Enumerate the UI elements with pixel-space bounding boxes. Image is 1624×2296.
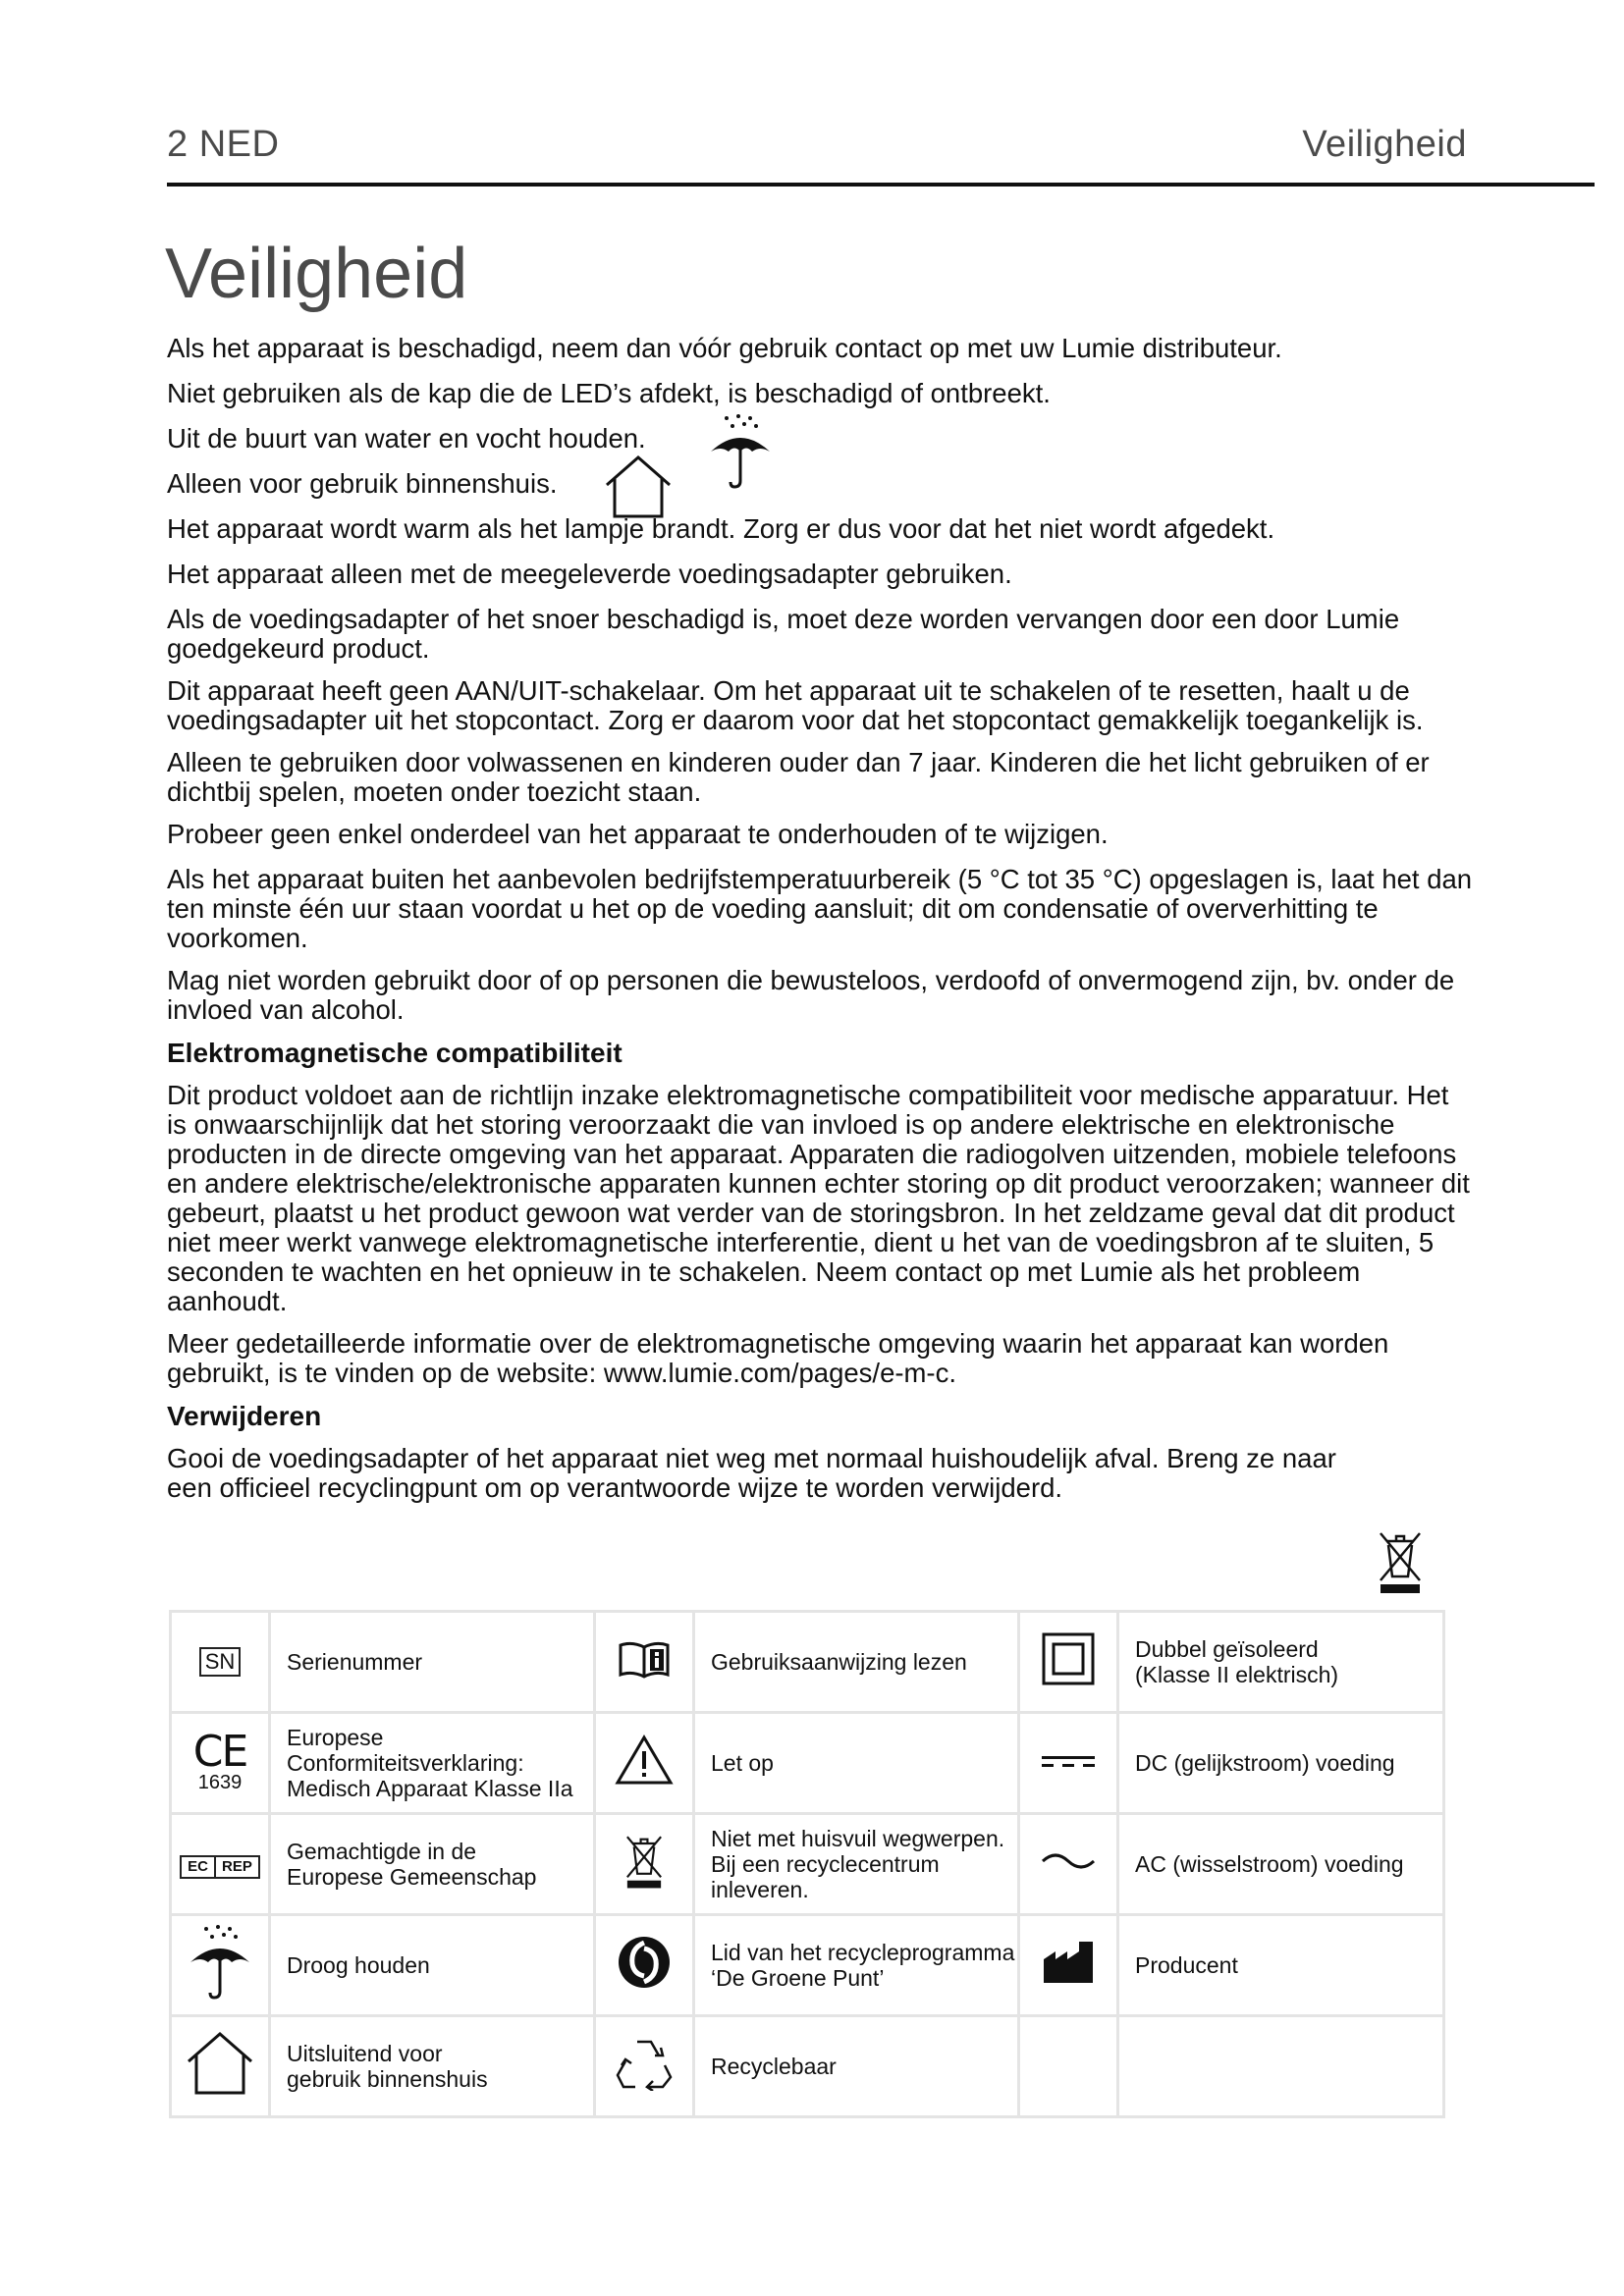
safety-paragraph: Alleen te gebruiken door volwassenen en kinderen ouder dan 7 jaar. Kinderen die het licht gebruiken of er dichtbij spelen, moeten onder toezicht staan. — [167, 747, 1430, 807]
dc-power-icon — [1039, 1751, 1098, 1771]
safety-paragraph: Het apparaat wordt warm als het lampje brandt. Zorg er dus voor dat het niet wordt afgedekt. — [167, 513, 1275, 544]
table-row — [171, 1814, 1444, 1915]
running-header: Veiligheid — [1302, 124, 1467, 165]
keep-dry-icon — [185, 1923, 255, 2002]
description-line: Dubbel geïsoleerd — [1135, 1636, 1319, 1662]
safety-paragraph: Als het apparaat buiten het aanbevolen bedrijfstemperatuurbereik (5 °C tot 35 °C) opgeslagen is, laat het dan ten minste één uur staan voordat u het op de voeding aansluit; dit om condensatie of oververhitting te voorkomen. — [167, 864, 1473, 953]
description-line: Europese Gemeenschap — [287, 1864, 537, 1890]
rep-label: REP — [214, 1857, 258, 1877]
green-dot-icon — [617, 1935, 672, 1990]
symbol-cell — [171, 1713, 270, 1814]
safety-paragraph: Probeer geen enkel onderdeel van het apparaat te onderhouden of te wijzigen. — [167, 819, 1109, 849]
description-line: ‘De Groene Punt’ — [711, 1965, 885, 1991]
description-line: Europese — [287, 1725, 384, 1750]
safety-paragraph: Alleen voor gebruik binnenshuis. — [167, 468, 558, 499]
symbol-cell — [171, 1814, 270, 1915]
description-line: Conformiteitsverklaring: — [287, 1750, 524, 1776]
weee-bin-icon — [621, 1830, 668, 1893]
safety-paragraph: Dit apparaat heeft geen AAN/UIT-schakelaar. Om het apparaat uit te schakelen of te resetten, haalt u de voedingsadapter uit het stopcontact. Zorg er daarom voor dat het stopcontact gemakkelijk toegankelijk is. — [167, 675, 1424, 735]
notified-body-number: 1639 — [197, 1772, 243, 1793]
indoor-use-icon — [183, 2028, 257, 2099]
symbol-description: Droog houden — [270, 1915, 595, 2016]
serial-number-icon: SN — [199, 1647, 242, 1677]
symbol-cell — [1019, 1915, 1118, 2016]
emc-paragraph: Dit product voldoet aan de richtlijn inzake elektromagnetische compatibiliteit voor medische apparatuur. Het is onwaarschijnlijk dat het storing veroorzaakt die van invloed is op andere elektrische en elektronische producten in de directe omgeving van het apparaat. Apparaten die radiogolven uitzenden, mobiele telefoons en andere elektrische/elektronische apparaten kunnen echter storing op dit product veroorzaken; wanneer dit gebeurt, plaatst u het product gewoon wat verder van de storingsbron. In het zeldzame geval dat dit product niet meer werkt vanwege elektromagnetische interferentie, dient u het van de voedingsbron af te sluiten, 5 seconden te wachten en het opnieuw in te schakelen. Neem contact op met Lumie als het probleem aanhoudt. — [167, 1080, 1470, 1316]
ce-mark-icon: CE — [192, 1727, 247, 1777]
safety-paragraph: Niet gebruiken als de kap die de LED’s afdekt, is beschadigd of ontbreekt. — [167, 378, 1051, 408]
page-number: 2 NED — [167, 124, 280, 165]
header-rule — [167, 183, 1595, 187]
recyclable-icon — [616, 2036, 673, 2091]
symbol-cell — [595, 2016, 694, 2117]
safety-paragraph: Mag niet worden gebruikt door of op personen die bewusteloos, verdoofd of onvermogend zijn, bv. onder de invloed van alcohol. — [167, 965, 1455, 1025]
caution-triangle-icon — [615, 1734, 674, 1787]
symbol-cell — [171, 2016, 270, 2117]
safety-paragraph: Uit de buurt van water en vocht houden. — [167, 423, 646, 454]
emc-paragraph: Meer gedetailleerde informatie over de elektromagnetische omgeving waarin het apparaat kan worden gebruikt, is te vinden op de website: www.lumie.com/pages/e-m-c. — [167, 1328, 1389, 1388]
symbol-description — [270, 2016, 595, 2117]
page-title: Veiligheid — [165, 235, 468, 313]
symbol-description: AC (wisselstroom) voeding — [1118, 1814, 1444, 1915]
table-row — [171, 1612, 1444, 1713]
table-row — [171, 1713, 1444, 1814]
description-line: inleveren. — [711, 1877, 809, 1902]
description-line: Lid van het recycleprogramma — [711, 1940, 1015, 1965]
symbol-description — [1118, 1612, 1444, 1713]
symbol-cell — [595, 1612, 694, 1713]
instructions-book-icon — [617, 1639, 672, 1679]
emc-heading: Elektromagnetische compatibiliteit — [167, 1038, 623, 1068]
symbol-cell — [1019, 1814, 1118, 1915]
safety-paragraph: Het apparaat alleen met de meegeleverde voedingsadapter gebruiken. — [167, 559, 1012, 589]
ec-rep-icon — [180, 1855, 260, 1879]
description-line: Medisch Apparaat Klasse IIa — [287, 1776, 573, 1801]
symbol-cell — [595, 1814, 694, 1915]
safety-paragraph: Als de voedingsadapter of het snoer beschadigd is, moet deze worden vervangen door een door Lumie goedgekeurd product. — [167, 604, 1400, 664]
empty-cell — [1118, 2016, 1444, 2117]
symbol-cell — [171, 1915, 270, 2016]
ec-label: EC — [188, 1857, 208, 1875]
manufacturer-icon — [1040, 1938, 1097, 1987]
symbol-cell — [595, 1713, 694, 1814]
table-row — [171, 1915, 1444, 2016]
symbol-cell — [1019, 1612, 1118, 1713]
double-insulated-icon — [1041, 1631, 1096, 1686]
safety-text — [167, 334, 1473, 1519]
symbol-description: Let op — [694, 1713, 1019, 1814]
symbol-description: DC (gelijkstroom) voeding — [1118, 1713, 1444, 1814]
symbol-description — [694, 1814, 1019, 1915]
symbol-table — [169, 1610, 1445, 2118]
symbol-description — [694, 1915, 1019, 2016]
weee-bin-icon — [1373, 1527, 1428, 1596]
symbol-description — [270, 1814, 595, 1915]
description-line: (Klasse II elektrisch) — [1135, 1662, 1339, 1687]
safety-paragraph: Als het apparaat is beschadigd, neem dan vóór gebruik contact op met uw Lumie distributeur. — [167, 333, 1282, 363]
description-line: Bij een recyclecentrum — [711, 1851, 940, 1877]
symbol-description: Recyclebaar — [694, 2016, 1019, 2117]
symbol-description: Serienummer — [270, 1612, 595, 1713]
symbol-description: Producent — [1118, 1915, 1444, 2016]
symbol-cell — [171, 1612, 270, 1713]
description-line: Niet met huisvuil wegwerpen. — [711, 1826, 1005, 1851]
ac-power-icon — [1039, 1849, 1098, 1873]
disposal-heading: Verwijderen — [167, 1401, 322, 1431]
description-line: Uitsluitend voor — [287, 2041, 443, 2066]
symbol-description: Gebruiksaanwijzing lezen — [694, 1612, 1019, 1713]
disposal-paragraph: Gooi de voedingsadapter of het apparaat niet weg met normaal huishoudelijk afval. Breng ze naar een officieel recyclingpunt om op verantwoorde wijze te worden verwijderd. — [167, 1443, 1336, 1503]
table-row — [171, 2016, 1444, 2117]
empty-cell — [1019, 2016, 1118, 2117]
description-line: gebruik binnenshuis — [287, 2066, 488, 2092]
symbol-cell — [595, 1915, 694, 2016]
symbol-description — [270, 1713, 595, 1814]
symbol-cell — [1019, 1713, 1118, 1814]
description-line: Gemachtigde in de — [287, 1839, 477, 1864]
